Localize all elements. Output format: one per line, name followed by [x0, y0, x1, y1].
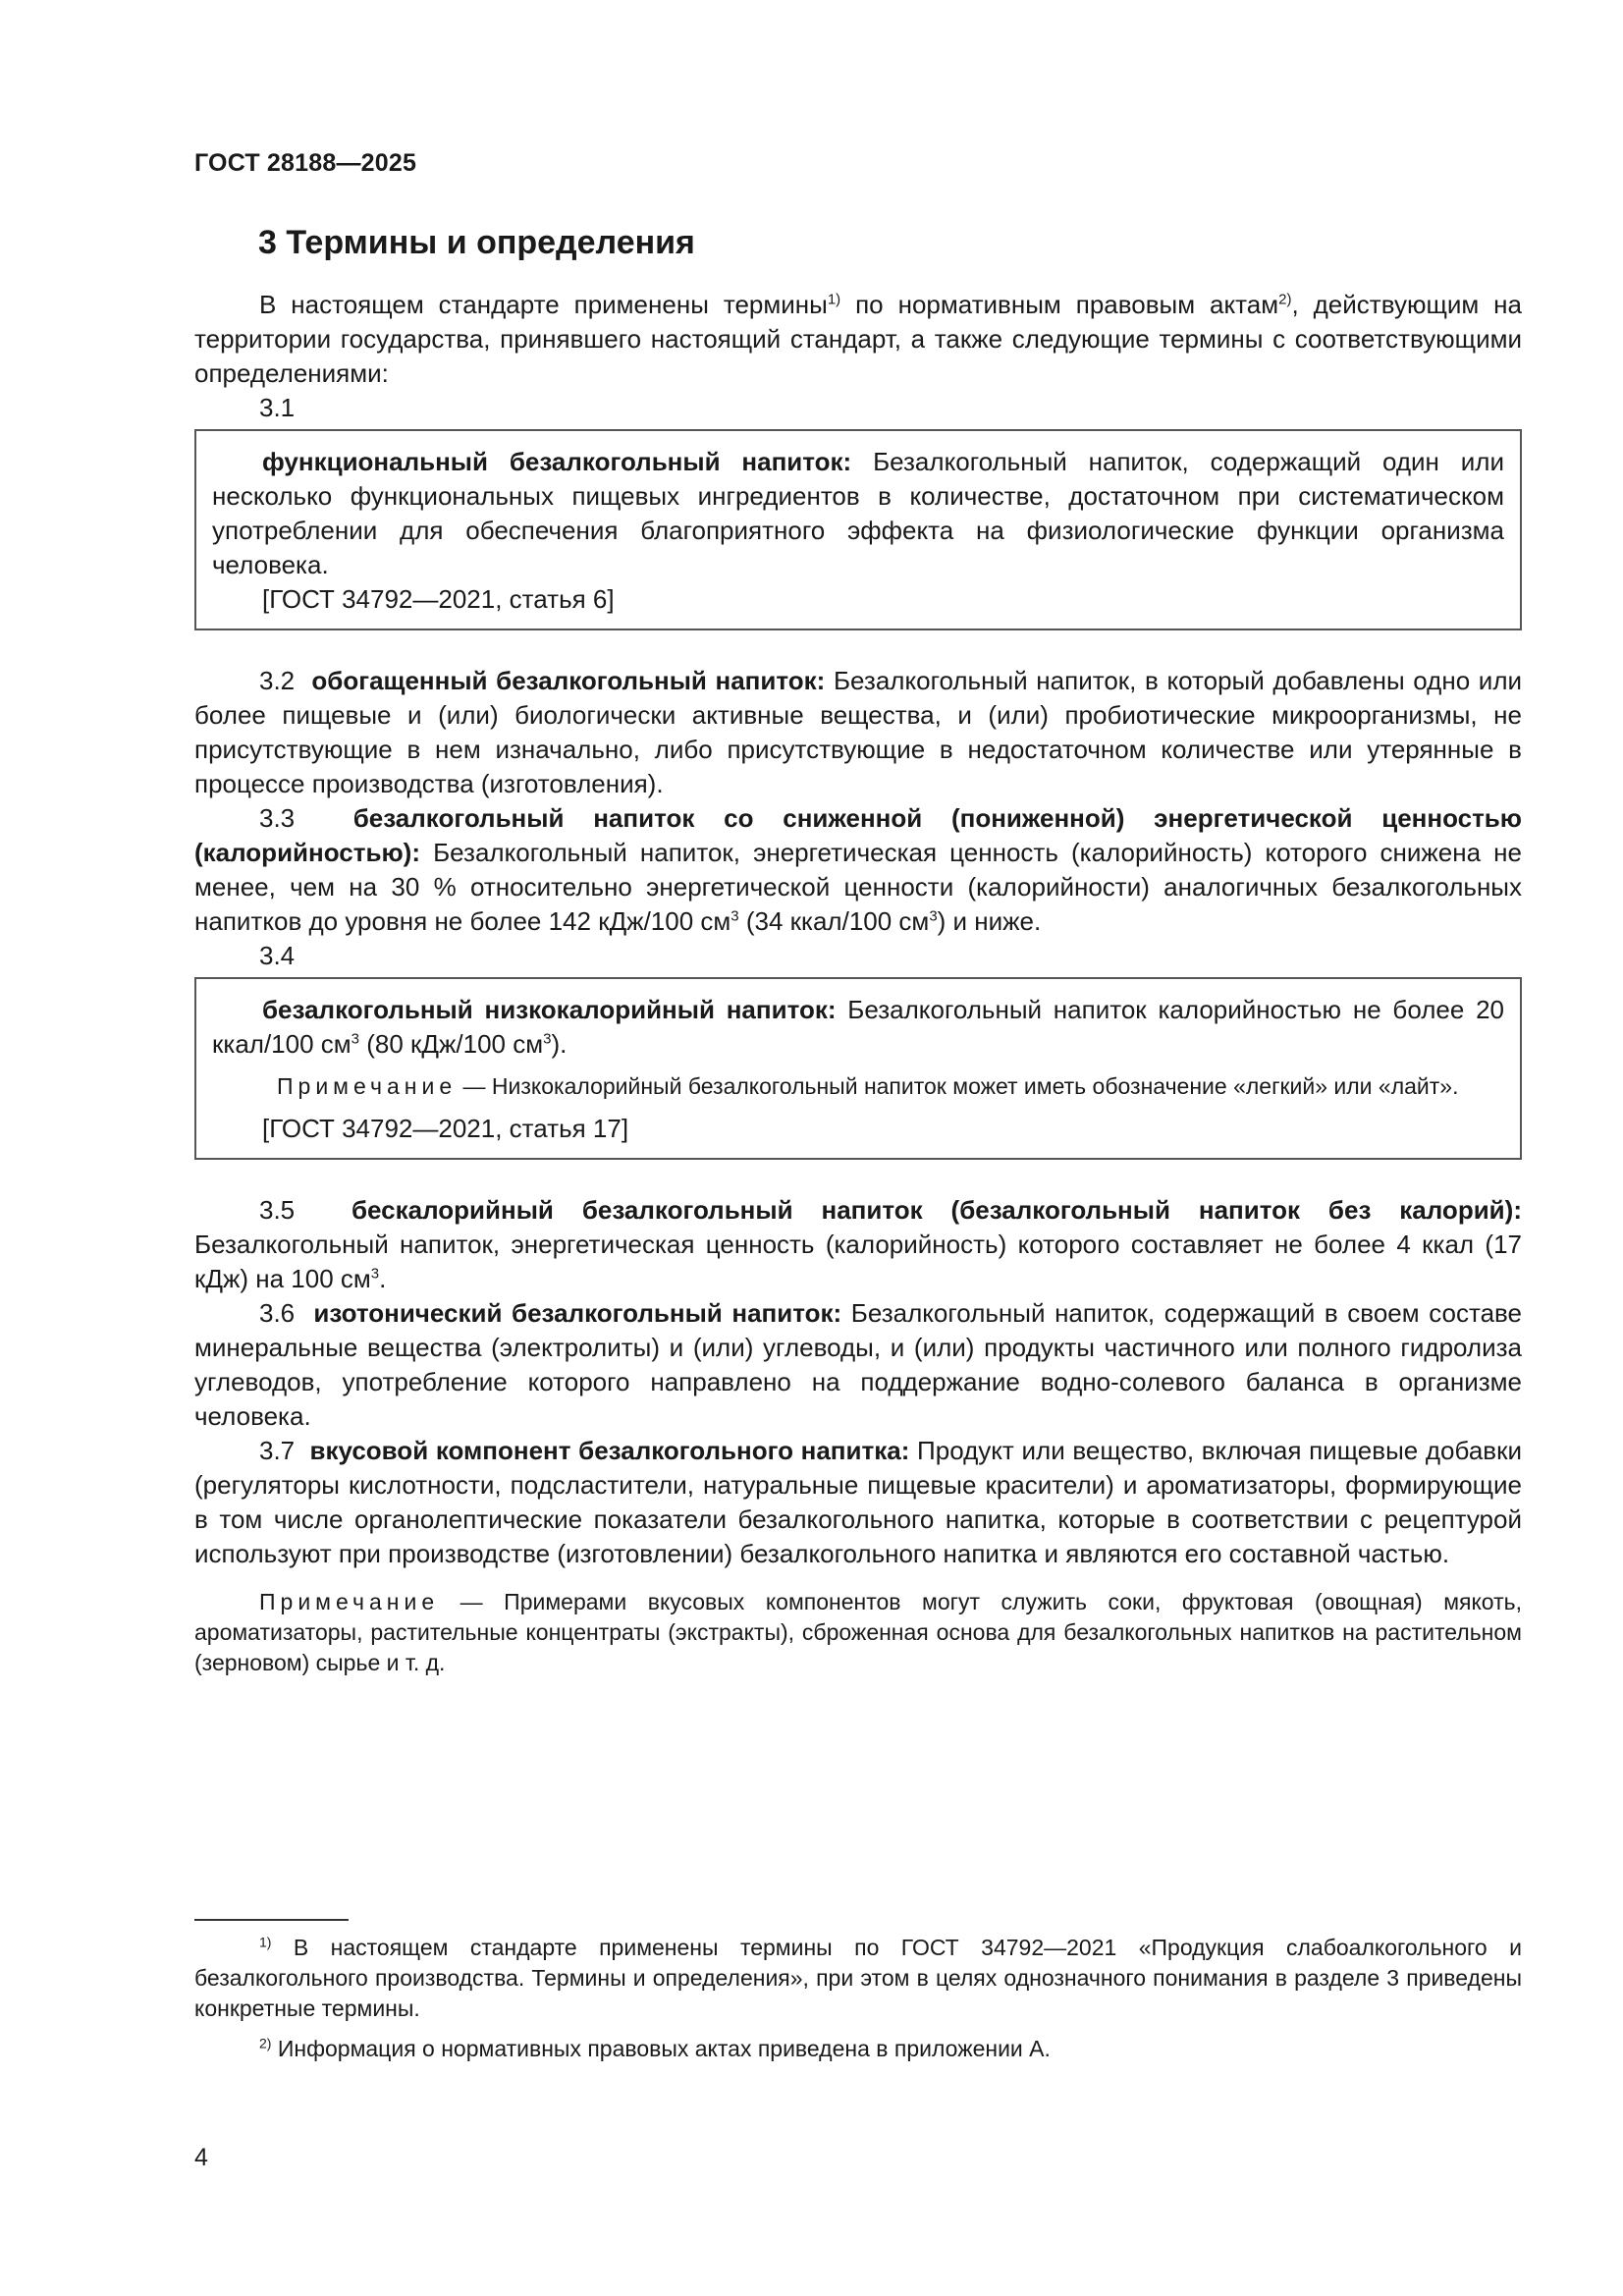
note-text: — Примерами вкусовых компонентов могут служить соки, фруктовая (овощная) мякоть, ароматизаторы, растительные концентраты (экстракты), сброженная основа для безалкогольных напитков на растительном (зерновом) сырье и т. д. [194, 1589, 1522, 1675]
term-number: 3.2 [259, 666, 296, 695]
footnote-ref-2[interactable]: 2) [1278, 291, 1292, 308]
note-label: Примечание [259, 1589, 440, 1614]
term-box-3-4 [194, 977, 1522, 1160]
note-label: Примечание [277, 1073, 458, 1099]
term-definition: Безалкогольный напиток, энергетическая ценность (калорийность) которого снижена не менее, чем на 30 % относительно энергетической ценности (калорийности) аналогичных безалкогольных напитков до уровня не более 142 кДж/100 см [194, 838, 1522, 936]
term-definition: Безалкогольный напиток, в который добавлены одно или более пищевые и (или) биологически активные вещества, и (или) пробиотические микроорганизмы, не присутствующие в нем изначально, либо присутствующие в недостаточном количестве или утерянные в процессе производства (изготовления). [194, 666, 1523, 798]
term-3-5 [194, 1193, 1522, 1296]
footnote-text: Информация о нормативных правовых актах приведена в приложении А. [271, 2036, 1051, 2061]
superscript: 3 [929, 907, 938, 925]
term-definition: (80 кДж/100 см [359, 1029, 544, 1059]
superscript: 3 [351, 1030, 359, 1048]
intro-text: В настоящем стандарте применены термины [259, 290, 828, 319]
term-name: вкусовой компонент безалкогольного напитка: [309, 1436, 910, 1465]
term-3-6 [194, 1296, 1522, 1434]
term-3-1 [212, 445, 1504, 582]
term-box-3-1 [194, 429, 1522, 630]
term-note [212, 1071, 1504, 1102]
footnote-text: В настоящем стандарте применены термины по ГОСТ 34792—2021 «Продукция слабоалкогольного и безалкогольного производства. Термины и определения», при этом в целях однозначного понимания в разделе 3 приведены конкретные термины. [194, 1935, 1522, 2021]
intro-text: , действующим на территории государства, принявшего настоящий стандарт, а также следующие термины с соответствующими определениями: [194, 290, 1522, 388]
term-name: обогащенный безалкогольный напиток: [311, 666, 826, 695]
footnote-1 [194, 1933, 1522, 2024]
term-definition: Продукт или вещество, включая пищевые добавки (регуляторы кислотности, подсластители, натуральные пищевые красители) и ароматизаторы, формирующие в том числе органолептические показатели безалкогольного напитка, которые в соответствии с рецептурой используют при производстве (изготовлении) безалкогольного напитка и являются его составной частью. [194, 1436, 1522, 1568]
term-3-4 [212, 993, 1504, 1062]
section-note [194, 1587, 1522, 1678]
document-header: ГОСТ 28188—2025 [194, 149, 417, 177]
term-definition: ). [551, 1029, 568, 1059]
intro-text: по нормативным правовым актам [840, 290, 1279, 319]
term-name: бескалорийный безалкогольный напиток (безалкогольный напиток без калорий): [352, 1195, 1522, 1225]
term-definition: Безалкогольный напиток, энергетическая ценность (калорийность) которого составляет не более 4 ккал (17 кДж) на 100 см [194, 1230, 1522, 1293]
footnote-ref-1[interactable]: 1) [827, 291, 841, 308]
term-number: 3.6 [259, 1298, 296, 1328]
footnote-2 [194, 2034, 1522, 2064]
term-definition: (34 ккал/100 см [738, 906, 930, 936]
superscript: 3 [543, 1030, 552, 1048]
section-title: 3 Термины и определения [258, 224, 695, 261]
term-number-3-1: 3.1 [259, 393, 296, 422]
superscript: 3 [370, 1265, 380, 1283]
term-name: безалкогольный низкокалорийный напиток: [262, 995, 837, 1024]
note-text: — Низкокалорийный безалкогольный напиток может иметь обозначение «легкий» или «лайт». [457, 1073, 1459, 1099]
term-source: [ГОСТ 34792—2021, статья 17] [262, 1114, 629, 1143]
term-name: функциональный безалкогольный напиток: [262, 447, 852, 476]
footnote-mark: 1) [259, 1934, 272, 1950]
footnotes [194, 1933, 1522, 2074]
term-definition: . [379, 1264, 387, 1293]
superscript: 3 [730, 907, 739, 925]
page-number: 4 [194, 2144, 208, 2171]
term-number-3-4: 3.4 [259, 941, 296, 970]
term-3-7 [194, 1434, 1522, 1571]
term-number: 3.7 [259, 1436, 296, 1465]
section-content [194, 288, 1522, 1678]
term-3-2 [194, 664, 1522, 801]
term-name: безалкогольный напиток со сниженной (пониженной) энергетической ценностью (калорийностью): [194, 803, 1522, 867]
term-number: 3.3 [259, 803, 296, 833]
term-source: [ГОСТ 34792—2021, статья 6] [262, 584, 615, 614]
intro-paragraph [194, 288, 1522, 391]
term-name: изотонический безалкогольный напиток: [313, 1298, 842, 1328]
term-definition: Безалкогольный напиток калорийностью не более 20 ккал/100 см [212, 995, 1504, 1059]
footnote-mark: 2) [259, 2035, 272, 2051]
term-definition: Безалкогольный напиток, содержащий один или несколько функциональных пищевых ингредиентов в количестве, достаточном при систематическом употреблении для обеспечения благоприятного эффекта на физиологические функции организма человека. [212, 447, 1504, 579]
term-definition: Безалкогольный напиток, содержащий в своем составе минеральные вещества (электролиты) и (или) углеводы, и (или) продукты частичного или полного гидролиза углеводов, употребление которого направлено на поддержание водно-солевого баланса в организме человека. [194, 1298, 1523, 1431]
footnote-divider [194, 1919, 349, 1921]
term-definition: ) и ниже. [937, 906, 1042, 936]
term-3-3 [194, 801, 1522, 939]
term-number: 3.5 [259, 1195, 296, 1225]
